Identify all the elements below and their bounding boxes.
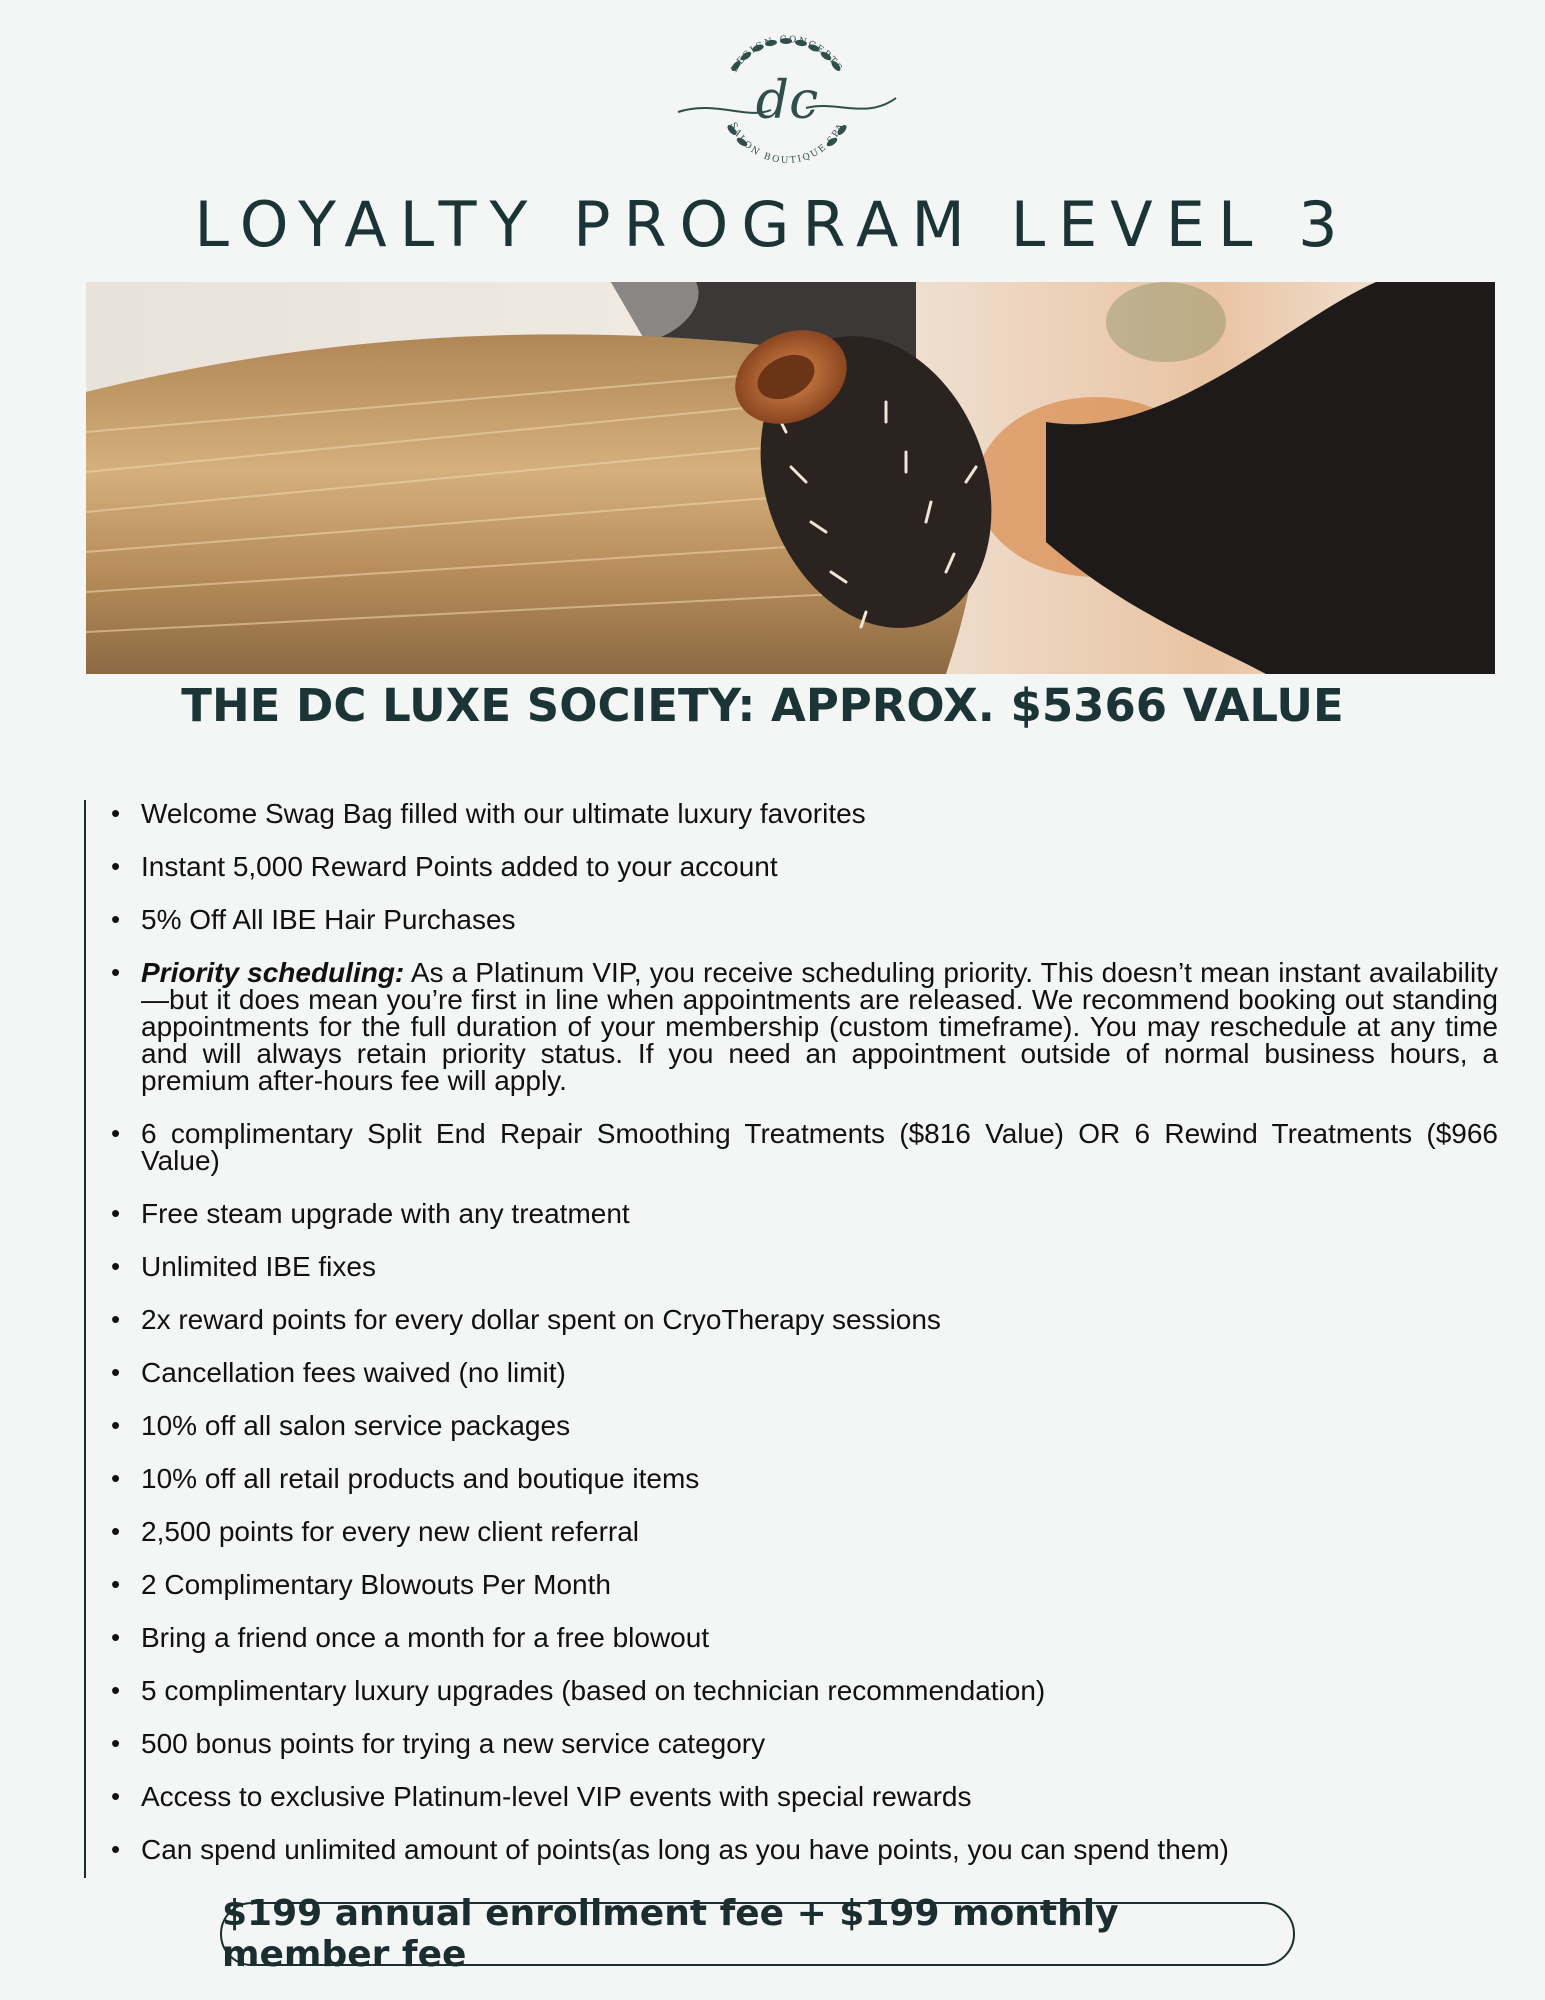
benefit-item: [86, 1730, 1498, 1757]
benefit-text: 10% off all retail products and boutique items: [141, 1463, 700, 1494]
svg-text:SALON BOUTIQUE SPA: SALON BOUTIQUE SPA: [727, 120, 847, 167]
benefit-item: [86, 959, 1498, 1094]
hair-brush-photo: [86, 282, 1495, 674]
bullet-icon: •: [111, 1118, 121, 1148]
benefit-item: [86, 1200, 1498, 1227]
benefit-item: [86, 1306, 1498, 1333]
salon-logo: [676, 20, 898, 170]
bullet-icon: •: [111, 957, 121, 987]
benefit-text: Welcome Swag Bag filled with our ultimate luxury favorites: [141, 798, 866, 829]
benefits-section: [84, 800, 1498, 1878]
benefit-item: [86, 1465, 1498, 1492]
benefit-lead: Priority scheduling:: [141, 957, 405, 988]
benefit-text: 2,500 points for every new client referral: [141, 1516, 640, 1547]
benefit-text: 5 complimentary luxury upgrades (based on technician recommendation): [141, 1675, 1046, 1706]
benefit-item: [86, 1518, 1498, 1545]
benefit-text: Unlimited IBE fixes: [141, 1251, 376, 1282]
benefits-list: [86, 800, 1498, 1863]
benefit-item: [86, 906, 1498, 933]
program-subtitle: THE DC LUXE SOCIETY: APPROX. $5366 VALUE: [181, 679, 1344, 732]
bullet-icon: •: [111, 1463, 121, 1493]
bullet-icon: •: [111, 1198, 121, 1228]
bullet-icon: •: [111, 1728, 121, 1758]
benefit-item: [86, 1571, 1498, 1598]
benefit-item: [86, 1624, 1498, 1651]
fee-text: $199 annual enrollment fee + $199 monthly member fee: [222, 1893, 1119, 1975]
bullet-icon: •: [111, 904, 121, 934]
benefit-item: [86, 1359, 1498, 1386]
bullet-icon: •: [111, 1675, 121, 1705]
hero-image: [86, 282, 1495, 674]
benefit-text: Bring a friend once a month for a free blowout: [141, 1622, 710, 1653]
benefit-text: Cancellation fees waived (no limit): [141, 1357, 566, 1388]
benefit-item: [86, 800, 1498, 827]
benefit-text: Access to exclusive Platinum-level VIP events with special rewards: [141, 1781, 972, 1812]
bullet-icon: •: [111, 1622, 121, 1652]
benefit-item: [86, 1783, 1498, 1810]
bullet-icon: •: [111, 1410, 121, 1440]
benefit-text: 2x reward points for every dollar spent on CryoTherapy sessions: [141, 1304, 941, 1335]
benefit-text: Can spend unlimited amount of points(as long as you have points, you can spend them): [141, 1834, 1229, 1865]
benefit-item: [86, 1412, 1498, 1439]
benefit-text: 10% off all salon service packages: [141, 1410, 571, 1441]
benefit-item: [86, 853, 1498, 880]
bullet-icon: •: [111, 1357, 121, 1387]
bullet-icon: •: [111, 1516, 121, 1546]
svg-text:dc: dc: [755, 71, 819, 131]
benefit-text: Free steam upgrade with any treatment: [141, 1198, 630, 1229]
bullet-icon: •: [111, 1251, 121, 1281]
fee-badge: [220, 1893, 1295, 1975]
benefit-item: [86, 1120, 1498, 1174]
benefit-text: 6 complimentary Split End Repair Smoothing Treatments ($816 Value) OR 6 Rewind Treatments ($966 Value): [141, 1118, 1498, 1176]
benefit-item: [86, 1253, 1498, 1280]
logo-emblem: [676, 20, 898, 170]
benefit-text: 2 Complimentary Blowouts Per Month: [141, 1569, 611, 1600]
bullet-icon: •: [111, 851, 121, 881]
benefit-text: Instant 5,000 Reward Points added to your account: [141, 851, 778, 882]
benefit-text: 500 bonus points for trying a new service category: [141, 1728, 766, 1759]
page-title: LOYALTY PROGRAM LEVEL 3: [194, 188, 1351, 261]
svg-text:DESIGN CONCEPTS: DESIGN CONCEPTS: [729, 34, 845, 75]
bullet-icon: •: [111, 798, 121, 828]
benefit-item: [86, 1836, 1498, 1863]
bullet-icon: •: [111, 1834, 121, 1864]
benefit-text: As a Platinum VIP, you receive scheduling priority. This doesn’t mean instant availability—but it does mean you’re first in line when appointments are released. We recommend booking out standing appointments for the full duration of your membership (custom timeframe). You may reschedule at any time and will always retain priority status. If you need an appointment outside of normal business hours, a premium after-hours fee will apply.: [141, 957, 1498, 1096]
bullet-icon: •: [111, 1781, 121, 1811]
bullet-icon: •: [111, 1304, 121, 1334]
bullet-icon: •: [111, 1569, 121, 1599]
benefit-item: [86, 1677, 1498, 1704]
benefit-text: 5% Off All IBE Hair Purchases: [141, 904, 516, 935]
